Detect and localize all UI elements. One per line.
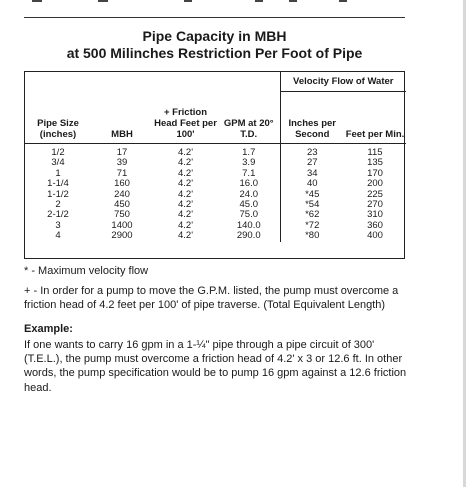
pipe-capacity-grid xyxy=(25,72,406,242)
cell-feet-per-min: 400 xyxy=(367,230,383,242)
col-header-mbh: MBH xyxy=(111,129,133,140)
col-header-feet-per-min: Feet per Min. xyxy=(345,129,405,140)
cell-inches-per-second: 40 xyxy=(280,179,344,189)
note-max-velocity: * - Maximum velocity flow xyxy=(24,265,149,277)
cell-pipe-size: 1-1/2 xyxy=(47,188,69,200)
cell-pipe-size: 3 xyxy=(55,219,61,231)
cell-inches-per-second: 34 xyxy=(280,169,344,179)
table-title xyxy=(24,28,405,62)
cell-feet-per-min: 200 xyxy=(367,178,383,190)
table-row xyxy=(25,158,406,168)
cell-gpm: 24.0 xyxy=(239,188,258,200)
cell-gpm: 140.0 xyxy=(236,219,261,231)
cell-pipe-size: 2 xyxy=(55,199,61,211)
cell-friction-head: 4.2' xyxy=(177,230,194,242)
cell-mbh: 750 xyxy=(114,209,130,221)
cell-feet-per-min: 310 xyxy=(367,209,383,221)
cell-mbh: 160 xyxy=(114,178,130,190)
table-row xyxy=(25,190,406,200)
cell-inches-per-second: *80 xyxy=(280,231,344,241)
table-row xyxy=(25,210,406,220)
cell-inches-per-second: *62 xyxy=(280,210,344,220)
cell-inches-per-second: *45 xyxy=(280,190,344,200)
cell-friction-head: 4.2' xyxy=(177,199,194,211)
cell-mbh: 2900 xyxy=(111,230,133,242)
cell-pipe-size: 3/4 xyxy=(51,157,65,169)
cell-friction-head: 4.2' xyxy=(177,157,194,169)
title-line-1: Pipe Capacity in MBH xyxy=(142,28,287,44)
table-row xyxy=(25,231,406,241)
cell-gpm: 3.9 xyxy=(242,157,256,169)
cell-feet-per-min: 270 xyxy=(367,199,383,211)
note-friction-head: + - In order for a pump to move the G.P.M. listed, the pump must overcome a friction head of 4.2 feet per 100' of pipe traverse. (Total Equivalent Length) xyxy=(24,285,399,311)
table-row xyxy=(25,200,406,210)
cell-gpm: 1.7 xyxy=(242,147,256,158)
cell-pipe-size: 1/2 xyxy=(51,147,65,158)
table-row xyxy=(25,169,406,179)
title-line-2: at 500 Milinches Restriction Per Foot of Pipe xyxy=(66,45,363,61)
top-cropped-text-marks xyxy=(24,0,405,3)
cell-feet-per-min: 360 xyxy=(367,219,383,231)
cell-mbh: 1400 xyxy=(111,219,133,231)
col-header-pipe-size: Pipe Size (inches) xyxy=(37,118,79,140)
cell-feet-per-min: 115 xyxy=(367,147,383,158)
col-header-gpm: GPM at 20° T.D. xyxy=(223,118,274,140)
cell-mbh: 240 xyxy=(114,188,130,200)
cell-inches-per-second: *72 xyxy=(280,221,344,231)
cell-friction-head: 4.2' xyxy=(177,147,194,158)
cell-friction-head: 4.2' xyxy=(177,219,194,231)
cell-pipe-size: 2-1/2 xyxy=(47,209,69,221)
table-row xyxy=(25,144,406,159)
cell-friction-head: 4.2' xyxy=(177,167,194,179)
example-body: If one wants to carry 16 gpm in a 1-¼" pipe through a pipe circuit of 300' (T.E.L.), the pump must overcome a friction head of 4.2' x 3 or 12.6 ft. In other words, the pump specification would be to pump 16 gpm against a 12.6 friction head. xyxy=(24,339,407,394)
cell-mbh: 450 xyxy=(114,199,130,211)
cell-inches-per-second: 23 xyxy=(280,144,344,159)
cell-mbh: 71 xyxy=(116,167,128,179)
cell-pipe-size: 1 xyxy=(55,167,61,179)
cell-inches-per-second: *54 xyxy=(280,200,344,210)
cell-gpm: 290.0 xyxy=(236,230,261,242)
table-row xyxy=(25,221,406,231)
cell-feet-per-min: 170 xyxy=(367,167,383,179)
cell-mbh: 17 xyxy=(116,147,128,158)
cell-gpm: 45.0 xyxy=(239,199,258,211)
cell-gpm: 75.0 xyxy=(239,209,258,221)
cell-pipe-size: 4 xyxy=(55,230,61,242)
velocity-group-header: Velocity Flow of Water xyxy=(280,72,406,92)
cell-mbh: 39 xyxy=(116,157,128,169)
pipe-capacity-table xyxy=(24,71,405,259)
table-notes xyxy=(24,264,414,395)
col-header-friction-head: + Friction Head Feet per 100' xyxy=(154,107,217,140)
cell-gpm: 16.0 xyxy=(239,178,258,190)
example-heading: Example: xyxy=(24,323,73,335)
cell-gpm: 7.1 xyxy=(242,167,256,179)
cell-inches-per-second: 27 xyxy=(280,158,344,168)
table-row xyxy=(25,179,406,189)
cell-feet-per-min: 135 xyxy=(367,157,383,169)
cell-friction-head: 4.2' xyxy=(177,188,194,200)
top-divider-rule xyxy=(24,17,405,18)
cell-pipe-size: 1-1/4 xyxy=(47,178,69,190)
cell-friction-head: 4.2' xyxy=(177,178,194,190)
cell-feet-per-min: 225 xyxy=(367,188,383,200)
col-header-inches-per-second: Inches per Second xyxy=(280,92,344,144)
cell-friction-head: 4.2' xyxy=(177,209,194,221)
